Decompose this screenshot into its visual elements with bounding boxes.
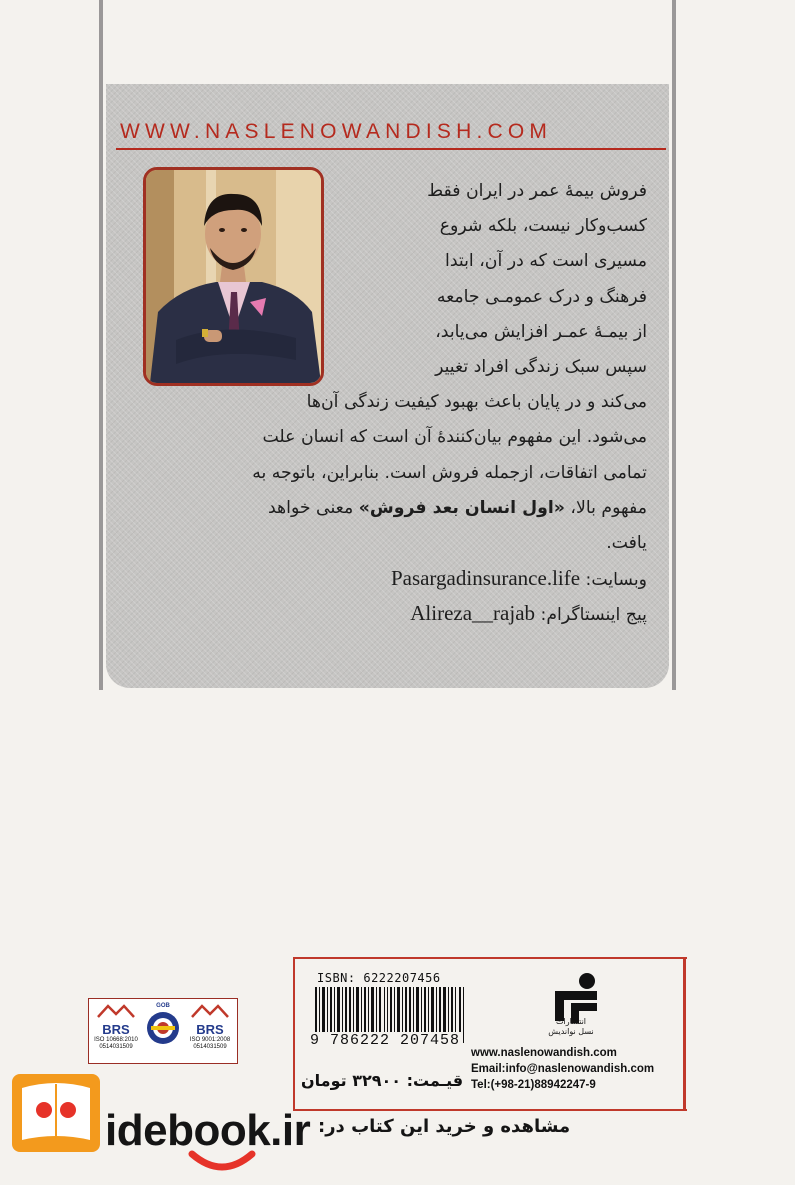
instagram-value: Alireza__rajab (410, 601, 536, 626)
brs-right-iso: ISO 9001:2008 (189, 1037, 231, 1043)
brs-cert-left (93, 1003, 139, 1051)
author-bio-text (127, 174, 647, 631)
isbn-label: ISBN: 6222207456 (317, 971, 441, 985)
idebook-logo-icon (12, 1074, 100, 1152)
gob-seal-icon (145, 1010, 181, 1046)
brs-right-code: 0514031509 (193, 1044, 227, 1050)
bio-line: از بیمـۀ عمـر افزایش می‌یابد، (435, 321, 647, 342)
bio-line: سپس سبک زندگی افراد تغییر (435, 356, 647, 377)
gob-text: GOB (156, 1003, 170, 1009)
website-value: Pasargadinsurance.life (390, 566, 581, 591)
publisher-email: Email:info@naslenowandish.com (471, 1063, 655, 1075)
bio-line: می‌کند و در پایان باعث بهبود کیفیت زندگی آن‌ها (306, 392, 647, 413)
website-header: WWW.NASLENOWANDISH.COM (120, 120, 553, 143)
publisher-logo-text (531, 1017, 611, 1037)
certification-badges (88, 998, 238, 1064)
bio-line-with-slogan (127, 491, 647, 526)
bio-line: فرهنگ و درک عمومـی جامعه (436, 286, 647, 307)
idebook-smile-icon (188, 1150, 256, 1174)
instagram-label: پیج اینستاگرام: (535, 605, 647, 626)
publisher-label-small: انتشارات (555, 1017, 587, 1026)
watermark-caption: مشاهده و خرید این کتاب در: (318, 1116, 571, 1137)
idebook-logo-text: idebook.ir (105, 1106, 311, 1155)
brs-cert-right (187, 1003, 233, 1051)
brs-right-text: BRS (196, 1022, 224, 1037)
bio-text: معنی خواهد (267, 497, 359, 518)
barcode-number: 9 786222 207458 (310, 1032, 461, 1049)
instagram-line (127, 596, 647, 631)
bio-line: فروش بیمۀ عمر در ایران فقط (427, 181, 647, 201)
bio-line: تمامی اتفاقات، ازجمله فروش است. بنابراین، باتوجه به (252, 462, 647, 483)
bio-text: مفهوم بالا، (564, 497, 647, 518)
publisher-name: نسل نواندیش (548, 1027, 594, 1036)
brs-roof-icon (190, 1004, 230, 1018)
website-label: وبسایت: (580, 570, 647, 591)
publisher-tel: Tel:(+98-21)88942247-9 (471, 1079, 596, 1091)
price-box-edge (683, 957, 686, 1109)
bio-line: یافت. (606, 532, 647, 553)
brs-roof-icon (96, 1004, 136, 1018)
website-line (127, 561, 647, 596)
bio-line: مسیری است که در آن، ابتدا (445, 251, 647, 272)
left-frame-line (99, 0, 103, 690)
right-frame-line (672, 0, 676, 690)
publisher-url: www.naslenowandish.com (471, 1047, 617, 1059)
header-rule (116, 148, 666, 150)
bio-line: می‌شود. این مفهوم بیان‌کنندۀ آن است که انسان علت (262, 427, 647, 448)
price-label: قیـمت: ۳۲۹۰۰ تومان (301, 1071, 464, 1090)
author-info-panel (106, 84, 669, 688)
bio-line: کسب‌وکار نیست، بلکه شروع (439, 216, 647, 237)
gob-cert (143, 1003, 183, 1050)
publisher-contact (471, 1045, 654, 1093)
brs-left-iso: ISO 10668:2010 (94, 1037, 138, 1043)
publisher-price-box (293, 957, 687, 1111)
brs-left-text: BRS (102, 1022, 130, 1037)
brs-left-code: 0514031509 (99, 1044, 133, 1050)
slogan-bold: «اول انسان بعد فروش» (358, 497, 565, 518)
